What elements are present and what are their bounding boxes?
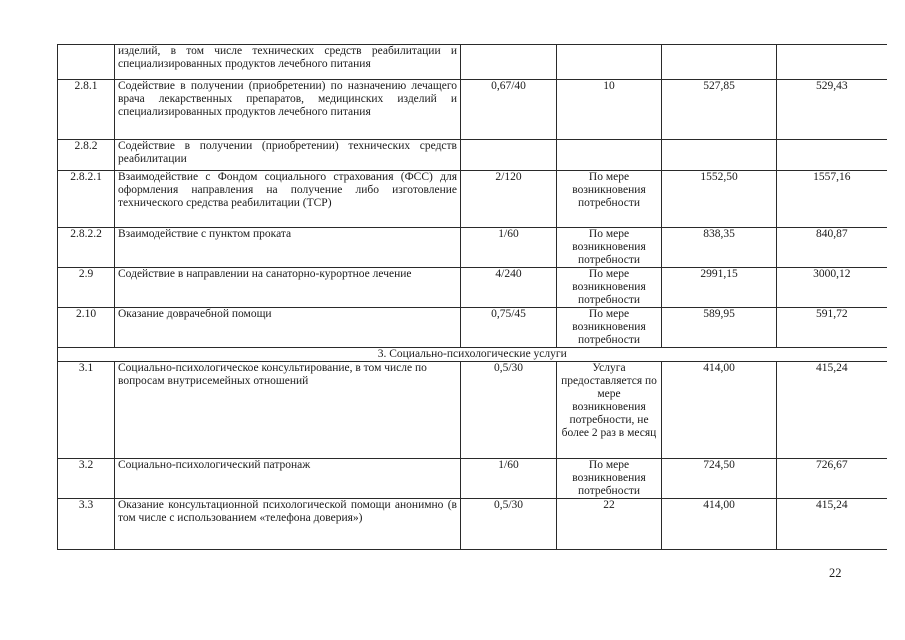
row-number: 2.8.1 — [58, 80, 115, 140]
price-1: 838,35 — [662, 228, 777, 268]
price-1: 724,50 — [662, 459, 777, 499]
time-norm — [461, 45, 557, 80]
frequency: По мере возникновения потребности — [557, 308, 662, 348]
row-number: 2.8.2 — [58, 140, 115, 171]
frequency: По мере возникновения потребности — [557, 459, 662, 499]
frequency: По мере возникновения потребности — [557, 171, 662, 228]
frequency — [557, 45, 662, 80]
service-name: Содействие в направлении на санаторно-курортное лечение — [115, 268, 461, 308]
price-1: 2991,15 — [662, 268, 777, 308]
price-1: 589,95 — [662, 308, 777, 348]
section-header-row — [58, 348, 887, 362]
time-norm: 1/60 — [461, 228, 557, 268]
time-norm: 0,67/40 — [461, 80, 557, 140]
frequency — [557, 140, 662, 171]
service-name: изделий, в том числе технических средств реабилитации и специализированных продуктов лечебного питания — [115, 45, 461, 80]
price-2: 3000,12 — [777, 268, 887, 308]
row-number: 2.10 — [58, 308, 115, 348]
price-2: 529,43 — [777, 80, 887, 140]
service-name: Оказание консультационной психологической помощи анонимно (в том числе с использованием «телефона доверия») — [115, 499, 461, 550]
service-name: Социально-психологический патронаж — [115, 459, 461, 499]
time-norm: 2/120 — [461, 171, 557, 228]
time-norm: 1/60 — [461, 459, 557, 499]
service-name: Взаимодействие с Фондом социального страхования (ФСС) для оформления направления на получение либо изготовление технического средства реабилитации (ТСР) — [115, 171, 461, 228]
price-1 — [662, 45, 777, 80]
services-table — [57, 44, 887, 550]
table-row — [58, 80, 887, 140]
price-1: 1552,50 — [662, 171, 777, 228]
time-norm — [461, 140, 557, 171]
price-2: 415,24 — [777, 362, 887, 459]
service-name: Содействие в получении (приобретении) по назначению лечащего врача лекарственных препаратов, медицинских изделий и специализированных продуктов лечебного питания — [115, 80, 461, 140]
time-norm: 0,75/45 — [461, 308, 557, 348]
row-number: 2.8.2.1 — [58, 171, 115, 228]
time-norm: 0,5/30 — [461, 362, 557, 459]
section-title: 3. Социально-психологические услуги — [58, 348, 887, 362]
price-2: 726,67 — [777, 459, 887, 499]
table-row — [58, 308, 887, 348]
row-number — [58, 45, 115, 80]
service-name: Содействие в получении (приобретении) технических средств реабилитации — [115, 140, 461, 171]
service-name: Социально-психологическое консультирование, в том числе по вопросам внутрисемейных отношений — [115, 362, 461, 459]
price-2: 591,72 — [777, 308, 887, 348]
price-1: 527,85 — [662, 80, 777, 140]
row-number: 2.9 — [58, 268, 115, 308]
frequency: Услуга предоставляется по мере возникновения потребности, не более 2 раз в месяц — [557, 362, 662, 459]
service-name: Оказание доврачебной помощи — [115, 308, 461, 348]
table-row — [58, 362, 887, 459]
row-number: 3.2 — [58, 459, 115, 499]
price-1: 414,00 — [662, 362, 777, 459]
price-2: 1557,16 — [777, 171, 887, 228]
time-norm: 0,5/30 — [461, 499, 557, 550]
table-row — [58, 499, 887, 550]
frequency: 22 — [557, 499, 662, 550]
table-row — [58, 140, 887, 171]
row-number: 3.3 — [58, 499, 115, 550]
price-1 — [662, 140, 777, 171]
table-row — [58, 171, 887, 228]
table-row — [58, 459, 887, 499]
frequency: 10 — [557, 80, 662, 140]
price-2: 415,24 — [777, 499, 887, 550]
price-2 — [777, 45, 887, 80]
service-name: Взаимодействие с пунктом проката — [115, 228, 461, 268]
price-1: 414,00 — [662, 499, 777, 550]
frequency: По мере возникновения потребности — [557, 228, 662, 268]
table-row — [58, 45, 887, 80]
table-row — [58, 268, 887, 308]
price-2 — [777, 140, 887, 171]
row-number: 2.8.2.2 — [58, 228, 115, 268]
page-number: 22 — [829, 566, 842, 580]
time-norm: 4/240 — [461, 268, 557, 308]
row-number: 3.1 — [58, 362, 115, 459]
table-row — [58, 228, 887, 268]
price-2: 840,87 — [777, 228, 887, 268]
frequency: По мере возникновения потребности — [557, 268, 662, 308]
